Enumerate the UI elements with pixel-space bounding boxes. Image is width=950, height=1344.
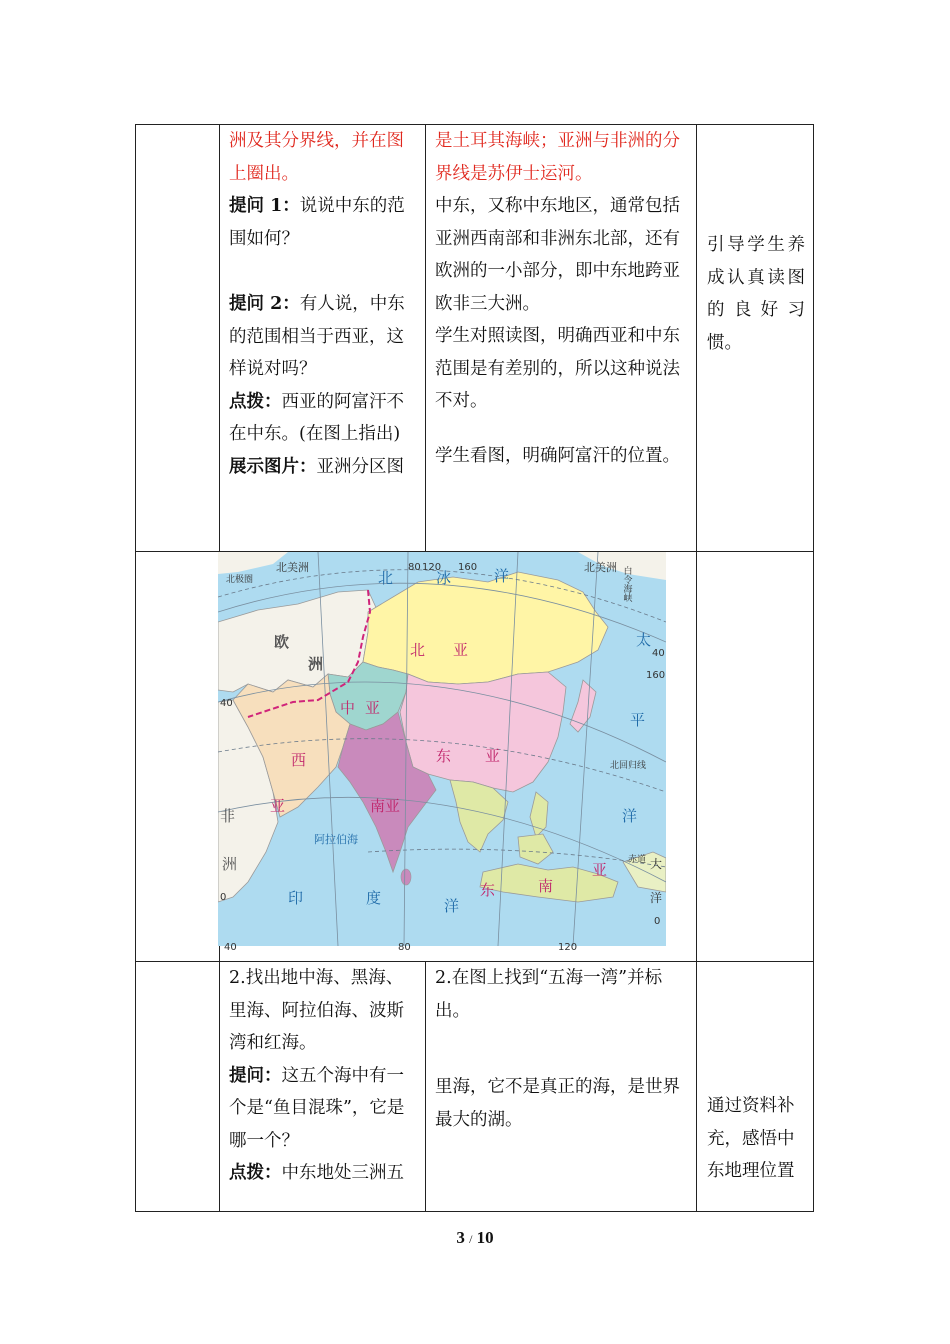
stage-cell xyxy=(136,125,220,552)
spacer xyxy=(435,1027,688,1071)
stage-cell xyxy=(136,552,220,962)
label-africa: 非 xyxy=(220,807,236,825)
teacher-activity-cell xyxy=(220,125,426,552)
design-intent-cell xyxy=(697,552,814,962)
label-north-america-right: 北美洲 xyxy=(584,561,617,574)
table-row xyxy=(136,552,814,962)
label-arctic-circle: 北极圈 xyxy=(226,575,254,585)
student-text: 学生对照读图，明确西亚和中东范围是有差别的，所以这种说法不对。 xyxy=(435,326,680,411)
tick-label: 40 xyxy=(224,942,237,953)
tick-label: 160 xyxy=(646,670,666,681)
label-tropic: 北回归线 xyxy=(610,761,647,771)
teacher-text-red: 洲及其分界线，并在图上圈出。 xyxy=(229,131,404,184)
design-intent-text: 引导学生养成认真读图的良好习惯。 xyxy=(707,235,805,353)
tick-label: 40 xyxy=(652,648,665,659)
teacher-question: 提问：这五个海中有一个是“鱼目混珠”，它是哪一个？ xyxy=(229,1065,405,1151)
label-west-asia-1: 西 xyxy=(291,751,307,769)
tick-label: 40 xyxy=(220,698,233,709)
teacher-question-2: 提问 2：有人说，中东的范围相当于西亚，这样说对吗？ xyxy=(229,294,405,379)
label-east-asia: 东亚 xyxy=(436,747,535,765)
lesson-table xyxy=(135,124,814,1212)
label-north-asia: 北亚 xyxy=(410,641,497,659)
label-pacific-1: 太 xyxy=(636,631,652,649)
design-intent-cell xyxy=(697,125,814,552)
tick-label: 0 xyxy=(220,892,227,903)
teacher-show-image: 展示图片：亚洲分区图 xyxy=(229,456,404,477)
teacher-hint: 点拨：中东地处三洲五 xyxy=(229,1163,404,1183)
page-total: 10 xyxy=(476,1228,494,1247)
page-separator: / xyxy=(469,1232,473,1246)
label-arctic-3: 洋 xyxy=(494,567,510,585)
label-north-america-left: 北美洲 xyxy=(276,561,309,574)
teacher-activity-cell xyxy=(220,962,426,1212)
label-southeast-1: 东 xyxy=(480,881,496,899)
label-arabian-sea: 阿拉伯海 xyxy=(314,833,358,846)
label-arctic-1: 北 xyxy=(378,569,394,587)
label-west-asia-2: 亚 xyxy=(270,797,286,815)
page-number xyxy=(0,1228,950,1248)
design-intent-cell xyxy=(697,962,814,1212)
teacher-task: 2.找出地中海、黑海、里海、阿拉伯海、波斯湾和红海。 xyxy=(229,968,404,1053)
page-current: 3 xyxy=(456,1228,465,1247)
spacer xyxy=(435,418,688,440)
label-pacific-3: 洋 xyxy=(622,807,638,825)
table-row xyxy=(136,962,814,1212)
tick-label: 0 xyxy=(654,916,661,927)
student-text: 中东，又称中东地区，通常包括亚洲西南部和非洲东北部，还有欧洲的一小部分，即中东地跨亚欧非三大洲。 xyxy=(435,196,680,314)
label-indian-1: 印 xyxy=(288,889,304,907)
label-equator: 赤道 xyxy=(628,855,647,865)
label-europe: 欧 xyxy=(274,633,290,651)
student-activity-cell xyxy=(426,125,697,552)
label-arctic-2: 冰 xyxy=(436,569,452,587)
tick-label: 80 xyxy=(408,562,421,573)
spacer xyxy=(229,255,417,288)
table-row xyxy=(136,125,814,552)
student-answer: 里海，它不是真正的海，是世界最大的湖。 xyxy=(435,1077,680,1130)
label-indian-3: 洋 xyxy=(444,897,460,915)
tick-label: 120 xyxy=(558,942,578,953)
label-oceania-2: 洋 xyxy=(650,891,663,905)
design-intent-text: 通过资料补充，感悟中东地理位置 xyxy=(707,1096,795,1181)
stage-cell xyxy=(136,962,220,1212)
label-central-asia: 中亚 xyxy=(340,699,391,717)
label-southeast-3: 亚 xyxy=(592,861,608,879)
label-africa-2: 洲 xyxy=(222,855,238,873)
label-southeast-2: 南 xyxy=(538,877,554,895)
asia-region-map xyxy=(218,552,666,953)
tick-label: 80 xyxy=(398,942,411,953)
tick-label: 120 xyxy=(422,562,442,573)
teacher-hint: 点拨：西亚的阿富汗不在中东。(在图上指出) xyxy=(229,391,404,444)
label-bering: 白令海峡 xyxy=(621,566,632,602)
label-south-asia: 南亚 xyxy=(370,797,401,815)
student-task: 2.在图上找到“五海一湾”并标出。 xyxy=(435,968,663,1021)
label-europe-2: 洲 xyxy=(308,655,324,673)
student-text-red: 是土耳其海峡；亚洲与非洲的分界线是苏伊士运河。 xyxy=(435,131,680,184)
student-activity-cell xyxy=(426,962,697,1212)
label-indian-2: 度 xyxy=(366,889,382,907)
label-pacific-2: 平 xyxy=(630,711,646,729)
label-oceania: 大 xyxy=(650,857,663,871)
tick-label: 160 xyxy=(458,562,478,573)
student-text: 学生看图，明确阿富汗的位置。 xyxy=(435,445,680,466)
teacher-question-1: 提问 1：说说中东的范围如何？ xyxy=(229,196,405,249)
map-cell xyxy=(220,552,697,962)
